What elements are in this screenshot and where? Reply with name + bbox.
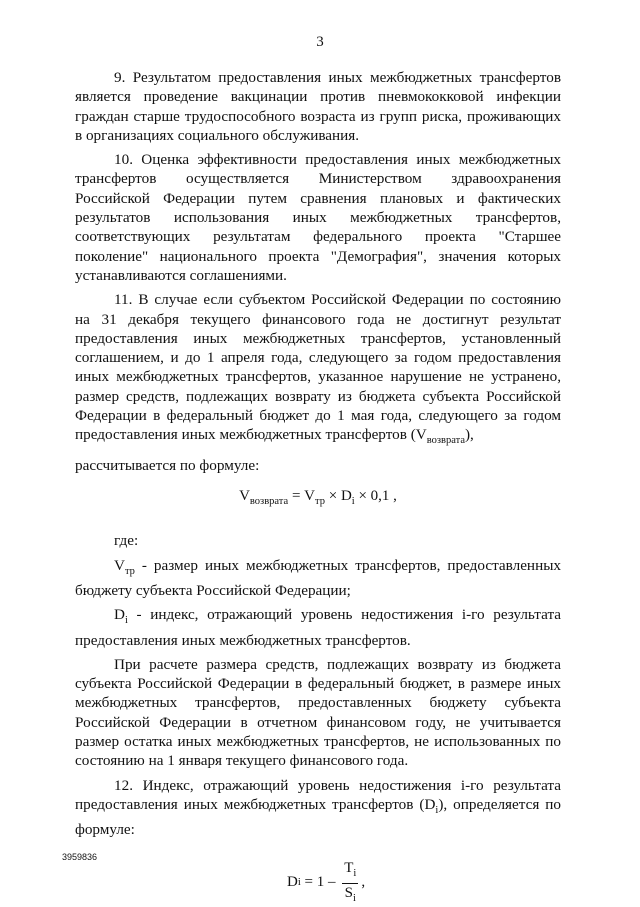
paragraph-9: 9. Результатом предоставления иных межбюджетных трансфертов является проведение вакцинации против пневмококковой инфекции граждан старше трудоспособного возраста из групп риска, проживающих в организациях социального обслуживания. xyxy=(75,69,561,144)
definition-di: $D_i$ - индекс, отражающий уровень недостижения i-го результата предоставления иных межбюджетных трансфертов. xyxy=(75,606,562,649)
paragraph-10: 10. Оценка эффективности предоставления иных межбюджетных трансфертов осуществляется Министерством здравоохранения Российской Федерации путем сравнения плановых и фактических результатов использования иных межбюджетных трансфертов, соответствующих результатам федерального проекта "Старшее поколение" национального проекта "Демография", значения которых устанавливаются соглашениями. xyxy=(75,151,561,284)
definition-vtr: $V_{тр}$ - размер иных межбюджетных трансфертов, предоставленных бюджету субъекта Российской Федерации; xyxy=(75,556,561,599)
paragraph-11-text: 11. В случае если субъектом Российской Федерации по состоянию на 31 декабря текущего финансового года не достигнут результат предоставления иных межбюджетных трансфертов, установленный соглашением, и до 1 апреля года, следующего за годом предоставления иных межбюджетных трансфертов, указанное нарушение не устранено, размер средств, подлежащих возврату из бюджета субъекта Российской Федерации в федеральный бюджет до 1 мая года, следующего за годом предоставления иных межбюджетных трансфертов xyxy=(75,291,561,444)
page-number: 3 xyxy=(316,34,324,50)
where-label: где: xyxy=(114,532,139,550)
paragraph-calculation: При расчете размера средств, подлежащих возврату из бюджета субъекта Российской Федерации в федеральный бюджет, в размере иных межбюджетных трансфертов, предоставленных бюджету субъекта Российской Федерации в отчетном финансовом году, не учитывается размер остатка иных межбюджетных трансфертов, не использованных по состоянию на 1 января текущего финансового года. xyxy=(75,655,561,770)
fraction-ti-si xyxy=(342,860,358,907)
document-code: 3959836 xyxy=(62,852,98,862)
formula-di: D i = 1 – $\frac{T_i}{S_i}$ , xyxy=(287,860,561,907)
subscript-vozvrata: возврата xyxy=(426,435,465,447)
document-body xyxy=(75,68,561,907)
fraction-numerator: $T_i$ xyxy=(342,860,358,884)
fraction-denominator: $S_i$ xyxy=(344,884,356,904)
formula-vozvrata: $V_{возврата} = V_{тр} \times D_i \times 0,1$ , xyxy=(239,487,397,507)
symbol-v: V xyxy=(415,426,427,444)
paragraph-11-tail: рассчитывается по формуле: xyxy=(75,456,260,474)
paragraph-11: 11. В случае если субъектом Российской Федерации по состоянию на 31 декабря текущего финансового года не достигнут результат предоставления иных межбюджетных трансфертов, установленный соглашением, и до 1 апреля года, следующего за годом предоставления иных межбюджетных трансфертов, указанное нарушение не устранено, размер средств, подлежащих возврату из бюджета субъекта Российской Федерации в федеральный бюджет до 1 мая года, следующего за годом предоставления иных межбюджетных трансфертов $(V_{возврата})$, xyxy=(75,291,561,447)
paragraph-12: 12. Индекс, отражающий уровень недостижения i-го результата предоставления иных межбюджетных трансфертов $(D_i)$, определяется по формуле: xyxy=(75,776,562,839)
